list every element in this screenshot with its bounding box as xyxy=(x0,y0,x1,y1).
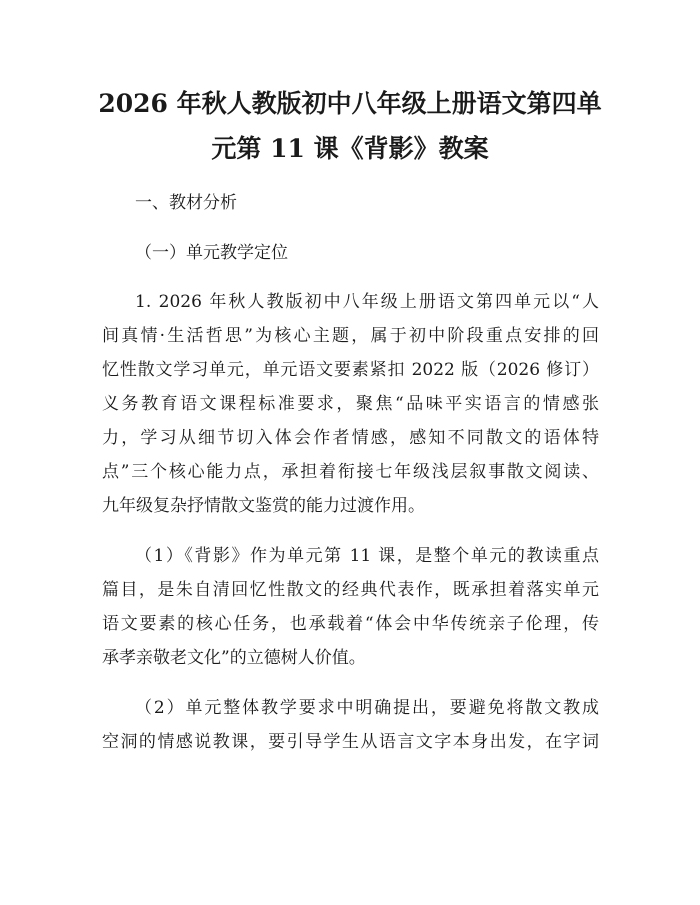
paragraph-1-line: 义务教育语文课程标准要求，聚焦“品味平实语言的情感张 xyxy=(102,394,599,414)
paragraph-1-line: 力，学习从细节切入体会作者情感，感知不同散文的语体特 xyxy=(102,428,599,448)
paragraph-3-line: 空洞的情感说教课，要引导学生从语言文字本身出发，在字词 xyxy=(102,732,599,752)
paragraph-1-line: 间真情·生活哲思”为核心主题，属于初中阶段重点安排的回 xyxy=(102,326,599,346)
paragraph-2-line: 语文要素的核心任务，也承载着“体会中华传统亲子伦理，传 xyxy=(102,614,599,634)
subsection-heading: （一）单元教学定位 xyxy=(135,243,288,263)
paragraph-1-line: 1. 2026 年秋人教版初中八年级上册语文第四单元以“人 xyxy=(135,292,599,312)
paragraph-2-line: 篇目，是朱自清回忆性散文的经典代表作，既承担着落实单元 xyxy=(102,580,599,600)
paragraph-1-line: 点”三个核心能力点，承担着衔接七年级浅层叙事散文阅读、 xyxy=(102,462,599,482)
document-title-line-1: 2026 年秋人教版初中八年级上册语文第四单 xyxy=(98,89,602,118)
section-heading: 一、教材分析 xyxy=(135,193,237,213)
paragraph-1-line: 忆性散文学习单元，单元语文要素紧扣 2022 版（2026 修订） xyxy=(102,360,599,380)
paragraph-2-line: 承孝亲敬老文化”的立德树人价值。 xyxy=(102,648,366,668)
paragraph-3-line: （2）单元整体教学要求中明确提出，要避免将散文教成 xyxy=(135,698,599,718)
paragraph-1-line: 九年级复杂抒情散文鉴赏的能力过渡作用。 xyxy=(102,496,425,516)
paragraph-2-line: （1）《背影》作为单元第 11 课，是整个单元的教读重点 xyxy=(135,546,599,566)
document-title-line-2: 元第 11 课《背影》教案 xyxy=(211,134,489,163)
